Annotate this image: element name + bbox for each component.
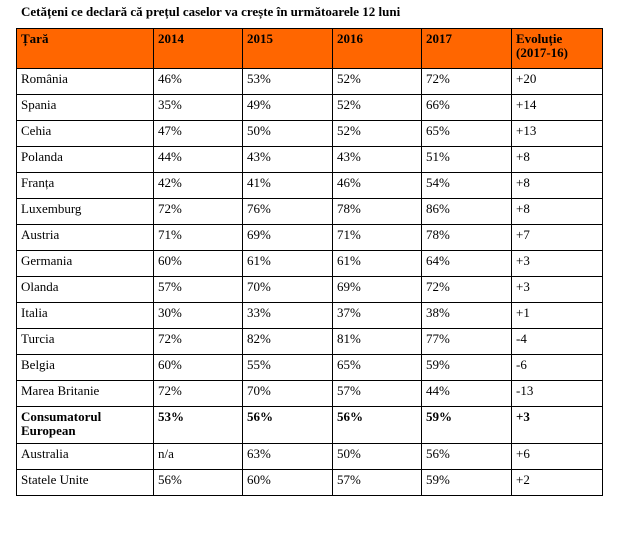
cell-country: Turcia (17, 329, 154, 355)
cell-country: România (17, 69, 154, 95)
cell-2014: n/a (154, 444, 243, 470)
cell-country: Spania (17, 95, 154, 121)
cell-2014: 35% (154, 95, 243, 121)
table-row (17, 329, 603, 355)
cell-country: Australia (17, 444, 154, 470)
cell-2017: 86% (422, 199, 512, 225)
cell-evolution: +8 (512, 173, 603, 199)
cell-evolution: +14 (512, 95, 603, 121)
table-row (17, 147, 603, 173)
cell-evolution: +6 (512, 444, 603, 470)
cell-2017: 65% (422, 121, 512, 147)
cell-2016: 71% (333, 225, 422, 251)
cell-2014: 30% (154, 303, 243, 329)
cell-2014: 60% (154, 251, 243, 277)
cell-2015: 70% (243, 381, 333, 407)
cell-2016: 52% (333, 121, 422, 147)
header-row (17, 29, 603, 69)
cell-2014: 72% (154, 381, 243, 407)
table-row (17, 470, 603, 496)
cell-2016: 57% (333, 470, 422, 496)
cell-2014: 42% (154, 173, 243, 199)
cell-2015: 49% (243, 95, 333, 121)
table-row (17, 444, 603, 470)
cell-2017: 59% (422, 407, 512, 444)
table-row (17, 69, 603, 95)
cell-2015: 56% (243, 407, 333, 444)
cell-2015: 69% (243, 225, 333, 251)
cell-evolution: +20 (512, 69, 603, 95)
cell-2015: 61% (243, 251, 333, 277)
cell-2015: 70% (243, 277, 333, 303)
table-row (17, 95, 603, 121)
cell-country: Olanda (17, 277, 154, 303)
table-row (17, 173, 603, 199)
cell-evolution: +7 (512, 225, 603, 251)
cell-evolution: +8 (512, 199, 603, 225)
cell-2015: 50% (243, 121, 333, 147)
cell-evolution: +8 (512, 147, 603, 173)
cell-evolution: -4 (512, 329, 603, 355)
cell-2016: 65% (333, 355, 422, 381)
house-price-table (16, 28, 603, 496)
cell-2017: 78% (422, 225, 512, 251)
cell-2016: 78% (333, 199, 422, 225)
cell-evolution: +2 (512, 470, 603, 496)
cell-2015: 60% (243, 470, 333, 496)
cell-2016: 69% (333, 277, 422, 303)
cell-2014: 46% (154, 69, 243, 95)
cell-evolution: +3 (512, 277, 603, 303)
cell-2017: 72% (422, 277, 512, 303)
cell-2014: 71% (154, 225, 243, 251)
cell-2017: 38% (422, 303, 512, 329)
table-row (17, 303, 603, 329)
cell-2015: 33% (243, 303, 333, 329)
cell-2017: 64% (422, 251, 512, 277)
cell-2014: 72% (154, 199, 243, 225)
cell-2015: 82% (243, 329, 333, 355)
header-2014: 2014 (154, 29, 243, 69)
cell-2015: 53% (243, 69, 333, 95)
cell-country: Luxemburg (17, 199, 154, 225)
cell-2016: 81% (333, 329, 422, 355)
table-row (17, 251, 603, 277)
header-2015: 2015 (243, 29, 333, 69)
table-title: Cetățeni ce declară că prețul caselor va crește în următoarele 12 luni (21, 4, 401, 19)
table-row (17, 199, 603, 225)
table-row (17, 381, 603, 407)
table-row (17, 277, 603, 303)
header-2017: 2017 (422, 29, 512, 69)
cell-2017: 56% (422, 444, 512, 470)
cell-2016: 46% (333, 173, 422, 199)
cell-2016: 61% (333, 251, 422, 277)
cell-country: Belgia (17, 355, 154, 381)
cell-2014: 60% (154, 355, 243, 381)
cell-evolution: +1 (512, 303, 603, 329)
cell-2016: 52% (333, 95, 422, 121)
cell-2015: 43% (243, 147, 333, 173)
cell-2017: 59% (422, 470, 512, 496)
cell-2016: 50% (333, 444, 422, 470)
header-evolution: Evoluție (2017-16) (512, 29, 603, 69)
cell-2017: 77% (422, 329, 512, 355)
cell-2014: 56% (154, 470, 243, 496)
cell-country: Marea Britanie (17, 381, 154, 407)
table-row-european-consumer (17, 407, 603, 444)
cell-country: Polanda (17, 147, 154, 173)
cell-evolution: +3 (512, 407, 603, 444)
cell-2017: 54% (422, 173, 512, 199)
header-2016: 2016 (333, 29, 422, 69)
cell-country: Germania (17, 251, 154, 277)
cell-2017: 72% (422, 69, 512, 95)
cell-2014: 44% (154, 147, 243, 173)
cell-country: Italia (17, 303, 154, 329)
cell-2014: 72% (154, 329, 243, 355)
cell-country: Statele Unite (17, 470, 154, 496)
cell-2014: 47% (154, 121, 243, 147)
cell-2017: 44% (422, 381, 512, 407)
cell-2016: 56% (333, 407, 422, 444)
cell-2017: 51% (422, 147, 512, 173)
cell-2015: 55% (243, 355, 333, 381)
cell-2016: 43% (333, 147, 422, 173)
cell-country: Consumatorul European (17, 407, 154, 444)
cell-2015: 63% (243, 444, 333, 470)
cell-2014: 53% (154, 407, 243, 444)
cell-2015: 41% (243, 173, 333, 199)
cell-evolution: +3 (512, 251, 603, 277)
cell-evolution: -6 (512, 355, 603, 381)
cell-2017: 66% (422, 95, 512, 121)
table-row (17, 121, 603, 147)
cell-evolution: -13 (512, 381, 603, 407)
cell-evolution: +13 (512, 121, 603, 147)
cell-2014: 57% (154, 277, 243, 303)
cell-2017: 59% (422, 355, 512, 381)
cell-2016: 37% (333, 303, 422, 329)
table-row (17, 355, 603, 381)
cell-country: Austria (17, 225, 154, 251)
cell-country: Cehia (17, 121, 154, 147)
header-country: Țară (17, 29, 154, 69)
cell-2016: 52% (333, 69, 422, 95)
cell-country: Franța (17, 173, 154, 199)
cell-2016: 57% (333, 381, 422, 407)
cell-2015: 76% (243, 199, 333, 225)
table-row (17, 225, 603, 251)
